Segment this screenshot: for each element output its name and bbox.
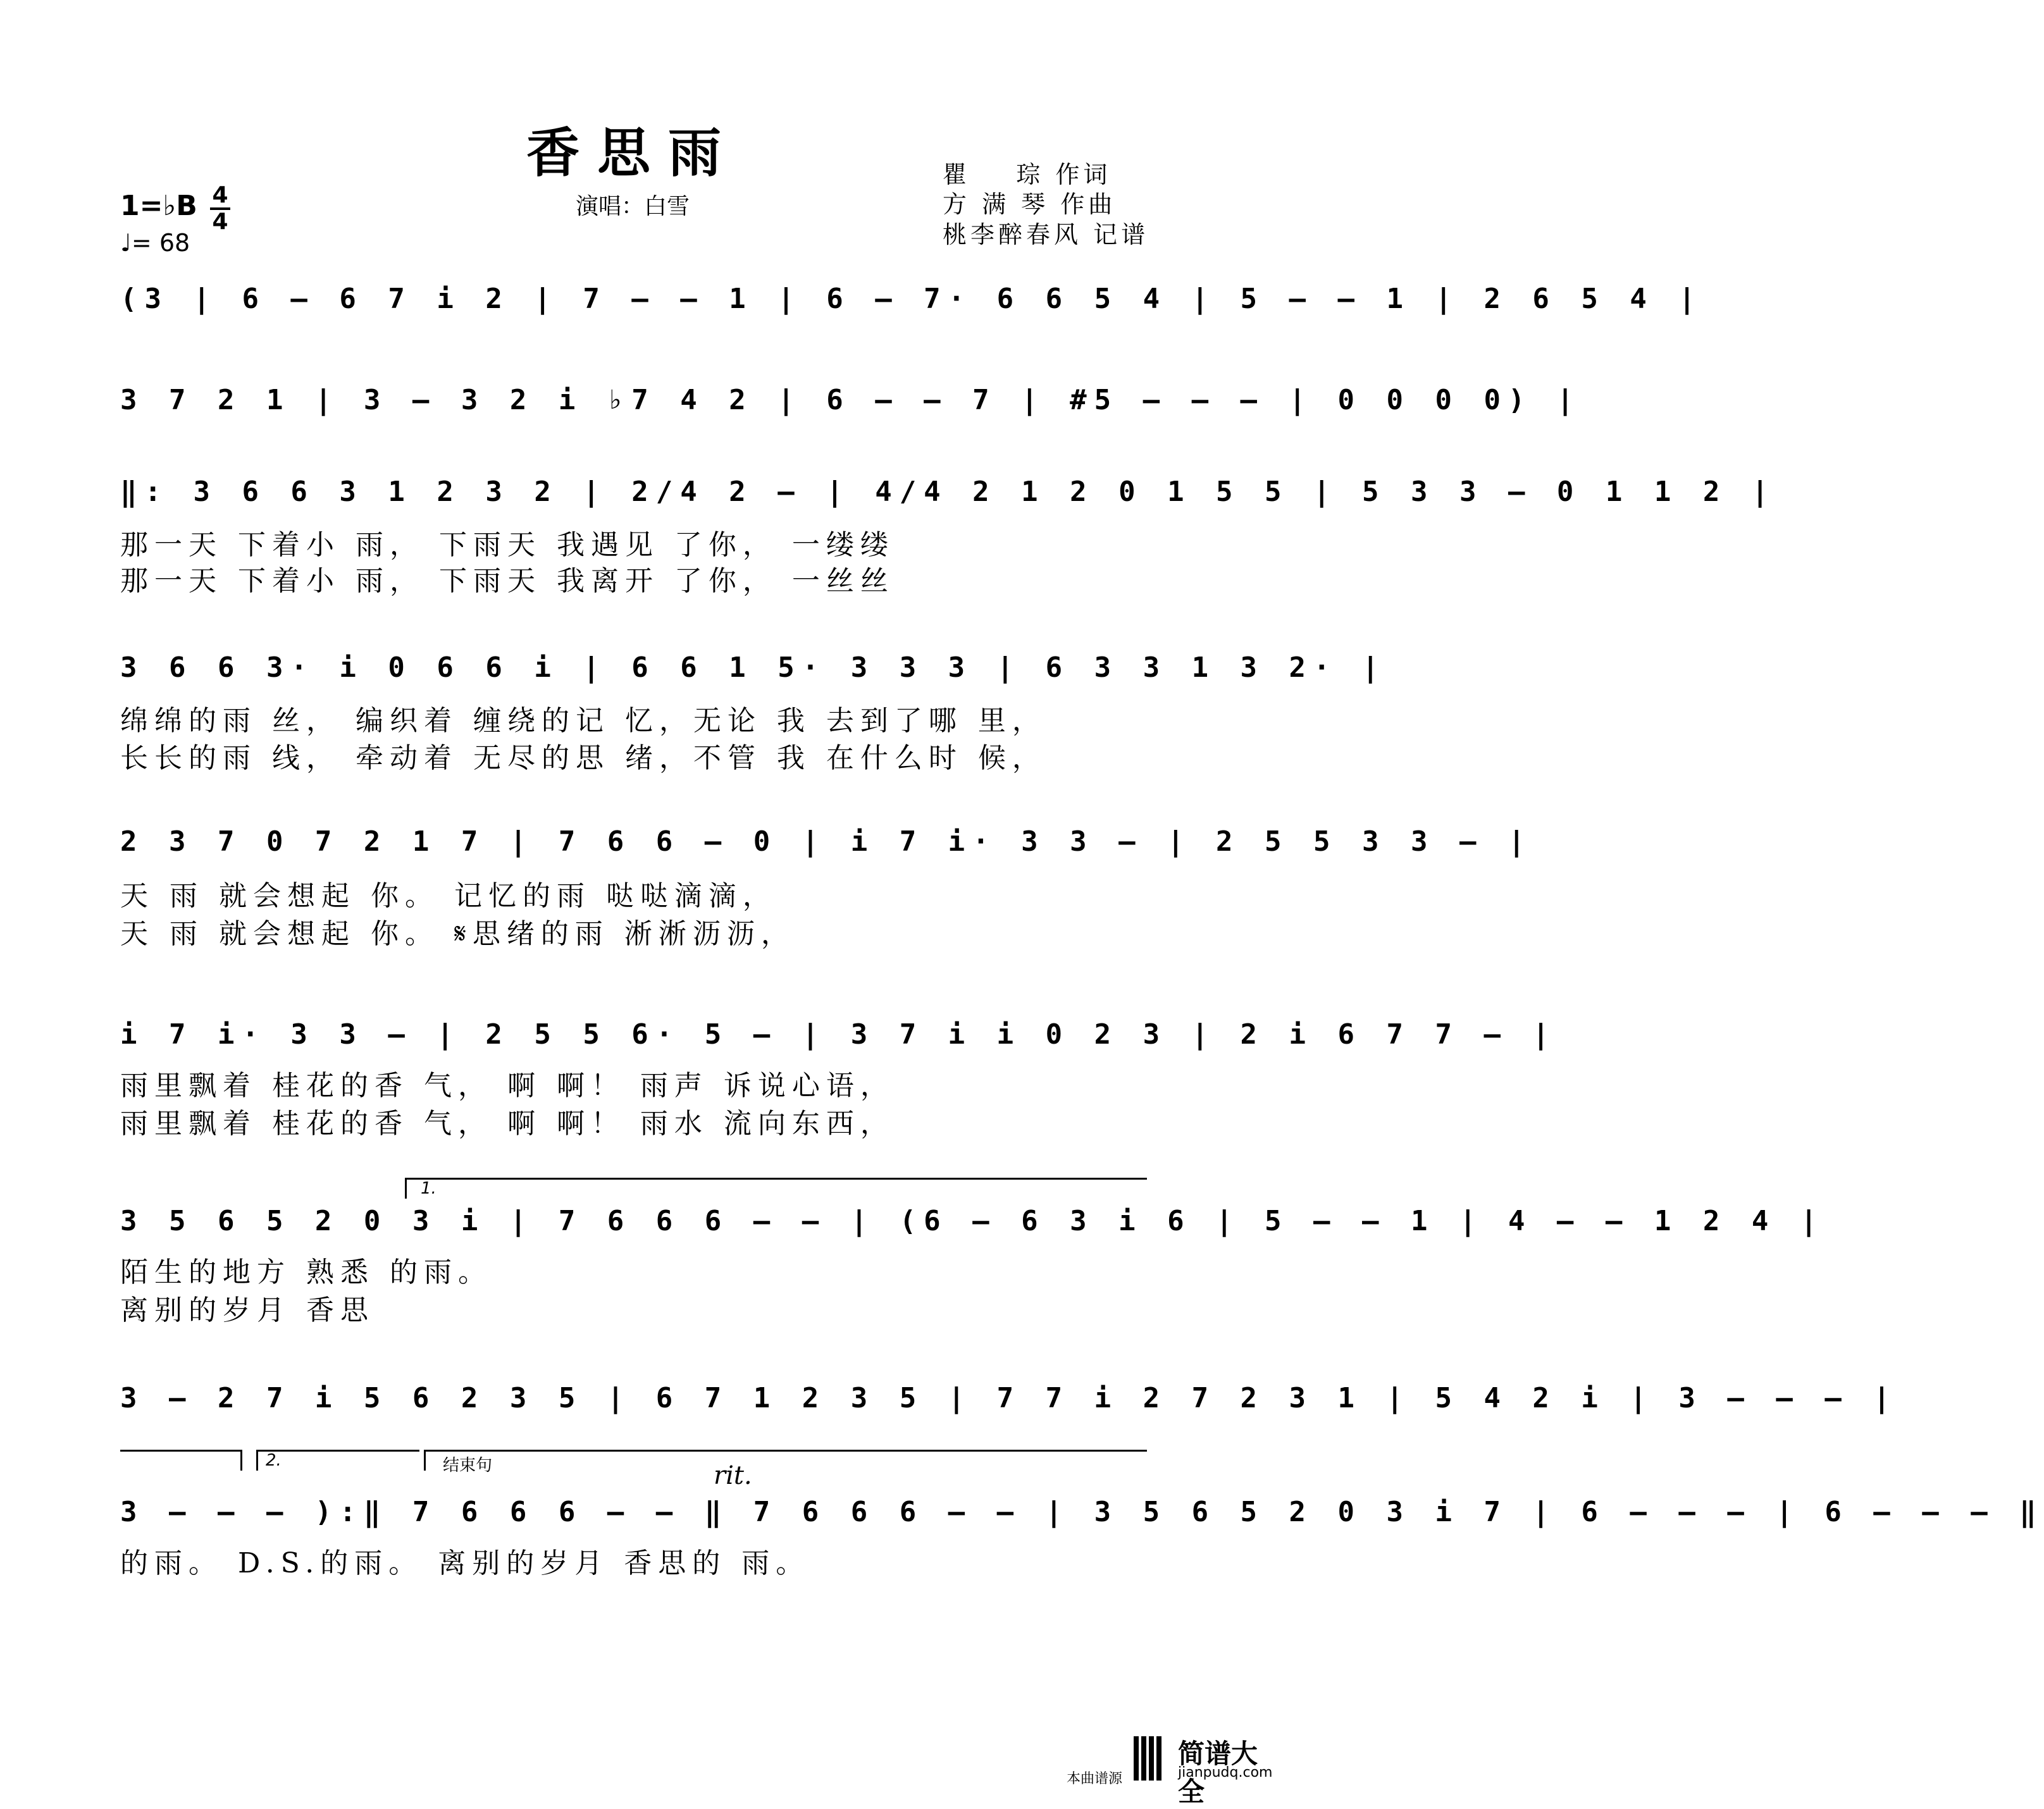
lyrics-row-7-verse-1: 陌生的地方 熟悉 的雨。 bbox=[120, 1256, 492, 1288]
score-row-6: i 7 i· 3 3 – | 2 5 5 6· 5 – | 3 7 i i 0 2 3 | 2 i 6 7 7 – | bbox=[120, 1018, 1557, 1051]
watermark-name: 简谱大全 bbox=[1178, 1738, 1258, 1807]
lyrics-row-3-verse-1: 那一天 下着小 雨， 下雨天 我遇见 了你， 一缕缕 bbox=[120, 529, 895, 561]
volta-1-label: 1. bbox=[421, 1179, 437, 1198]
lyrics-row-5-verse-1: 天 雨 就会想起 你。 记忆的雨 哒哒滴滴， bbox=[120, 880, 777, 912]
time-signature bbox=[207, 183, 233, 234]
tempo-mark: ♩= 68 bbox=[120, 229, 190, 257]
page-title: 香思雨 bbox=[526, 121, 739, 184]
score-row-1: (3 | 6 – 6 7 i 2 | 7 – – 1 | 6 – 7· 6 6 5 4 | 5 – – 1 | 2 6 5 4 | bbox=[120, 283, 1703, 315]
watermark-url: jianpudq.com bbox=[1178, 1765, 1273, 1781]
time-signature-denominator: 4 bbox=[212, 209, 228, 235]
score-row-3: ‖: 3 6 6 3 1 2 3 2 | 2/4 2 – | 4/4 2 1 2 0 1 5 5 | 5 3 3 – 0 1 1 2 | bbox=[120, 476, 1776, 508]
key-signature: 1=♭B bbox=[120, 190, 197, 222]
lyrics-row-5-verse-2: 天 雨 就会想起 你。 𝄋思绪的雨 淅淅沥沥， bbox=[120, 918, 795, 950]
source-note: 本曲谱源 bbox=[1067, 1771, 1123, 1787]
time-signature-numerator: 4 bbox=[212, 182, 228, 208]
lyrics-row-6-verse-2: 雨里飘着 桂花的香 气， 啊 啊！ 雨水 流向东西， bbox=[120, 1108, 895, 1140]
lyrics-row-4-verse-2: 长长的雨 线， 牵动着 无尽的思 绪，不管 我 在什么时 候， bbox=[120, 742, 1046, 774]
score-row-5: 2 3 7 0 7 2 1 7 | 7 6 6 – 0 | i 7 i· 3 3 – | 2 5 5 3 3 – | bbox=[120, 825, 1533, 858]
lyrics-row-7-verse-2: 离别的岁月 香思 bbox=[120, 1294, 375, 1326]
transcriber-credit: 桃李醉春风 记谱 bbox=[943, 221, 1149, 249]
score-row-8: 3 – 2 7 i 5 6 2 3 5 | 6 7 1 2 3 5 | 7 7 i 2 7 2 3 1 | 5 4 2 i | 3 – – – | bbox=[120, 1382, 1898, 1414]
composer-credit: 方 满 琴 作曲 bbox=[943, 190, 1117, 218]
score-row-7: 3 5 6 5 2 0 3 i | 7 6 6 6 – – | (6 – 6 3 i 6 | 5 – – 1 | 4 – – 1 2 4 | bbox=[120, 1205, 1825, 1237]
coda-bracket bbox=[424, 1450, 1147, 1471]
volta-2-label: 2. bbox=[266, 1451, 282, 1470]
lyrics-row-6-verse-1: 雨里飘着 桂花的香 气， 啊 啊！ 雨声 诉说心语， bbox=[120, 1070, 895, 1102]
score-row-4: 3 6 6 3· i 0 6 6 i | 6 6 1 5· 3 3 3 | 6 3 3 1 3 2· | bbox=[120, 651, 1387, 684]
piano-logo-icon bbox=[1134, 1736, 1170, 1781]
score-row-9: 3 – – – ):‖ 7 6 6 6 – – ‖ 7 6 6 6 – – | 3 5 6 5 2 0 3 i 7 | 6 – – – | 6 – – – ‖ bbox=[120, 1496, 2044, 1528]
coda-label: 结束句 bbox=[443, 1456, 493, 1475]
ritardando-mark: rit. bbox=[714, 1461, 752, 1490]
lyrics-row-4-verse-1: 绵绵的雨 丝， 编织着 缠绕的记 忆，无论 我 去到了哪 里， bbox=[120, 705, 1046, 737]
score-row-2: 3 7 2 1 | 3 – 3 2 i ♭7 4 2 | 6 – – 7 | #5 – – – | 0 0 0 0) | bbox=[120, 384, 1582, 416]
volta-1-bracket bbox=[405, 1178, 1147, 1199]
lyrics-row-3-verse-2: 那一天 下着小 雨， 下雨天 我离开 了你， 一丝丝 bbox=[120, 565, 895, 597]
lyricist-credit: 瞿 琮 作词 bbox=[943, 161, 1112, 188]
ending-bracket-left bbox=[120, 1450, 242, 1471]
lyrics-row-9-verse-1: 的雨。 D.S.的雨。 离别的岁月 香思的 雨。 bbox=[120, 1547, 810, 1579]
singer-credit: 演唱：白雪 bbox=[575, 194, 690, 219]
